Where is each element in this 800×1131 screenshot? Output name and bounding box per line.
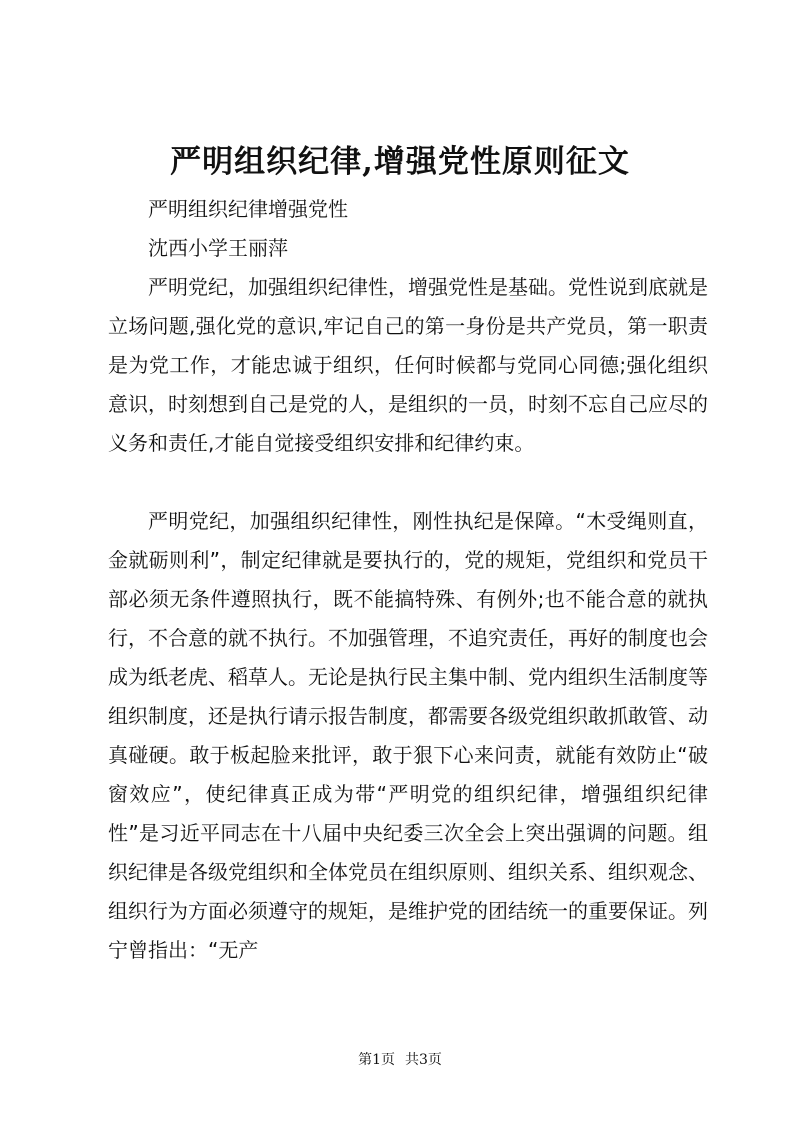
document-author: 沈西小学王丽萍 bbox=[148, 236, 288, 260]
page-number: 第1页 bbox=[358, 1052, 395, 1068]
body-paragraph-1: 严明党纪，加强组织纪律性，增强党性是基础。党性说到底就是立场问题,强化党的意识,牢记自己的第一身份是共产党员，第一职责是为党工作，才能忠诚于组织，任何时候都与党同心同德;强化组织意识，时刻想到自己是党的人，是组织的一员，时刻不忘自己应尽的义务和责任,才能自觉接受组织安排和纪律约束。 bbox=[108, 275, 708, 455]
page-footer bbox=[0, 1050, 800, 1070]
document-title: 严明组织纪律,增强党性原则征文 bbox=[170, 144, 630, 180]
body-paragraph-2: 严明党纪，加强组织纪律性，刚性执纪是保障。“木受绳则直，金就砺则利”，制定纪律就是要执行的，党的规矩，党组织和党员干部必须无条件遵照执行，既不能搞特殊、有例外;也不能合意的就执行，不合意的就不执行。不加强管理，不追究责任，再好的制度也会成为纸老虎、稻草人。无论是执行民主集中制、党内组织生活制度等组织制度，还是执行请示报告制度，都需要各级党组织敢抓敢管、动真碰硬。敢于板起脸来批评，敢于狠下心来问责，就能有效防止“破窗效应”，使纪律真正成为带“严明党的组织纪律，增强组织纪律性”是习近平同志在十八届中央纪委三次全会上突出强调的问题。组织纪律是各级党组织和全体党员在组织原则、组织关系、组织观念、组织行为方面必须遵守的规矩，是维护党的团结统一的重要保证。列宁曾指出：“无产 bbox=[108, 509, 708, 962]
document-subtitle: 严明组织纪律增强党性 bbox=[148, 197, 348, 221]
page-total: 共3页 bbox=[405, 1052, 442, 1068]
